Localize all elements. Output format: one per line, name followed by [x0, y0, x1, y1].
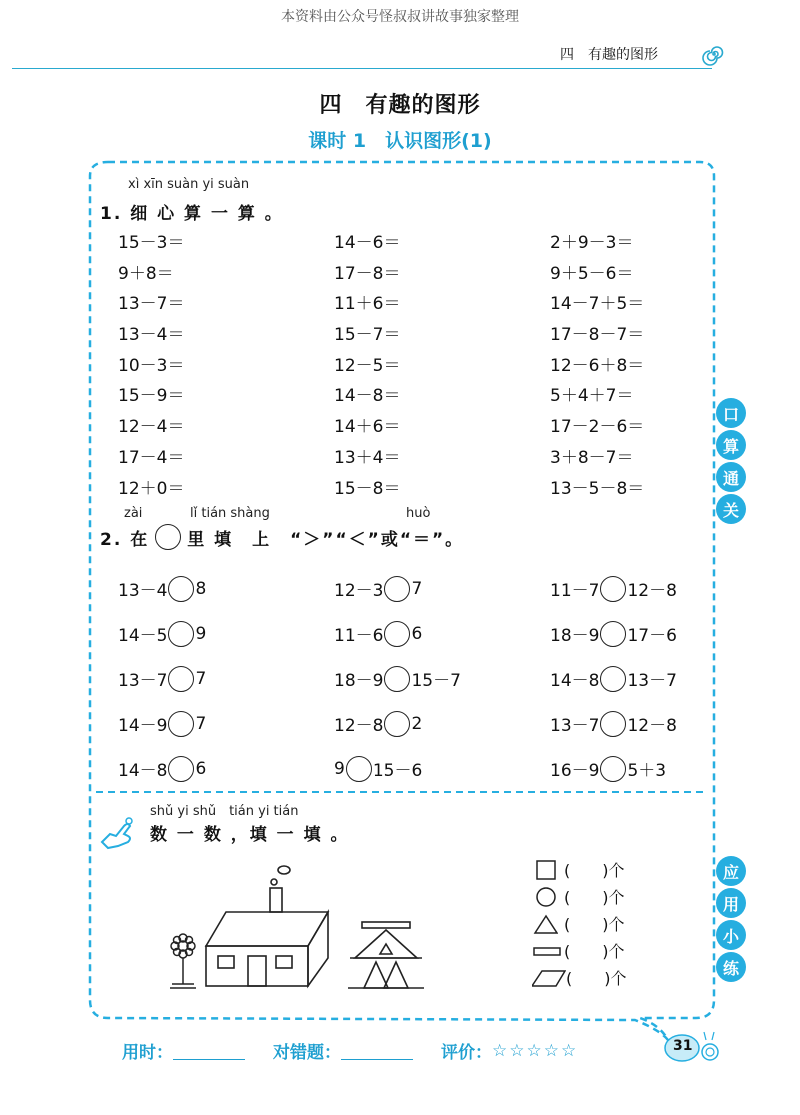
rating-stars[interactable]: ☆☆☆☆☆ — [492, 1040, 579, 1061]
compare-item: 11－7 12－8 — [550, 566, 677, 611]
section1-col2 — [334, 228, 400, 504]
rectangle-icon — [532, 940, 562, 962]
compare-item: 14－8 6 — [118, 746, 206, 791]
compare-item: 14－5 9 — [118, 611, 206, 656]
side-tab-char: 关 — [716, 494, 746, 524]
answer-circle[interactable] — [168, 711, 194, 737]
equation: 17－8＝ — [334, 263, 401, 284]
compare-item: 18－9 15－7 — [334, 656, 461, 701]
compare-item: 13－7 7 — [118, 656, 206, 701]
answer-circle[interactable] — [168, 756, 194, 782]
side-tab-char: 用 — [716, 888, 746, 918]
circle-icon — [155, 524, 181, 550]
equation: 9＋5－6＝ — [550, 263, 634, 284]
rating-label: 评价： — [441, 1043, 492, 1063]
equation: 15－3＝ — [118, 233, 185, 253]
lesson-subtitle: 课时 1 认识图形(1) — [308, 130, 492, 152]
footer-bar — [122, 1038, 578, 1063]
time-blank[interactable] — [173, 1041, 245, 1060]
equation: 13－4＝ — [118, 325, 185, 346]
compare-item: 14－8 13－7 — [550, 656, 677, 701]
answer-circle[interactable] — [168, 621, 194, 647]
equation: 14－7＋5＝ — [550, 294, 645, 315]
compare-item: 12－3 7 — [334, 566, 461, 611]
answer-circle[interactable] — [384, 666, 410, 692]
count-blank[interactable]: ( )个 — [564, 888, 625, 907]
count-blank[interactable]: ( )个 — [564, 915, 625, 934]
triangle-icon — [532, 913, 558, 935]
compare-item: 13－7 12－8 — [550, 701, 677, 746]
count-blank[interactable]: ( )个 — [564, 942, 625, 961]
answer-circle[interactable] — [600, 621, 626, 647]
count-blank[interactable]: ( )个 — [566, 969, 627, 988]
answer-circle[interactable] — [600, 576, 626, 602]
section1-col1 — [118, 228, 184, 504]
side-tab-char: 小 — [716, 920, 746, 950]
count-row-triangle — [532, 910, 627, 937]
parallelogram-icon — [532, 967, 566, 989]
correct-blank[interactable] — [341, 1041, 413, 1060]
section1-pinyin: xì xīn suàn yi suàn — [128, 177, 250, 192]
answer-circle[interactable] — [384, 711, 410, 737]
equation: 11＋6＝ — [334, 294, 401, 315]
count-row-parallelogram — [532, 964, 627, 991]
answer-circle[interactable] — [600, 666, 626, 692]
equation: 5＋4＋7＝ — [550, 386, 634, 407]
equation: 14－8＝ — [334, 386, 401, 407]
compare-col1 — [118, 566, 206, 791]
compare-item: 13－4 8 — [118, 566, 206, 611]
side-tab-char: 练 — [716, 952, 746, 982]
side-tab-char: 应 — [716, 856, 746, 886]
answer-circle[interactable] — [346, 756, 372, 782]
equation: 17－4＝ — [118, 447, 185, 468]
page-number: 31 — [673, 1038, 693, 1054]
compare-item: 9 15－6 — [334, 746, 461, 791]
side-tab-char: 算 — [716, 430, 746, 460]
section2-pinyin-li: lǐ tián shàng — [190, 506, 270, 521]
answer-circle[interactable] — [600, 711, 626, 737]
square-icon — [532, 859, 558, 881]
equation: 13－5－8＝ — [550, 478, 645, 499]
time-label: 用时： — [122, 1043, 173, 1063]
equation: 14－6＝ — [334, 233, 401, 253]
page-number-badge — [660, 1030, 722, 1064]
equation: 3＋8－7＝ — [550, 447, 634, 468]
equation: 15－9＝ — [118, 386, 185, 407]
watermark-text: 本资料由公众号怪叔叔讲故事独家整理 — [281, 9, 519, 25]
equation: 2＋9－3＝ — [550, 233, 634, 253]
equation: 13－7＝ — [118, 294, 185, 315]
compare-item: 18－9 17－6 — [550, 611, 677, 656]
shape-count-list — [532, 856, 627, 991]
count-row-rectangle — [532, 937, 627, 964]
equation: 14＋6＝ — [334, 417, 401, 438]
section2-title-start: 2. 在 — [100, 529, 150, 550]
section2-title — [100, 524, 464, 550]
equation: 17－8－7＝ — [550, 325, 645, 346]
section1-col3 — [550, 228, 644, 504]
equation: 12－4＝ — [118, 417, 185, 438]
correct-label: 对错题： — [273, 1043, 341, 1063]
answer-circle[interactable] — [384, 576, 410, 602]
answer-circle[interactable] — [384, 621, 410, 647]
equation: 15－7＝ — [334, 325, 401, 346]
compare-item: 14－9 7 — [118, 701, 206, 746]
equation: 10－3＝ — [118, 355, 185, 376]
compare-col3 — [550, 566, 677, 791]
equation: 12－5＝ — [334, 355, 401, 376]
side-tab-char: 通 — [716, 462, 746, 492]
compare-item: 12－8 2 — [334, 701, 461, 746]
answer-circle[interactable] — [600, 756, 626, 782]
section2-title-end: 里 填 上 “＞”“＜”或“＝”。 — [187, 529, 465, 550]
side-tab-oral — [716, 398, 746, 524]
side-tab-application — [716, 856, 746, 982]
house-icon — [206, 866, 328, 986]
equation: 15－8＝ — [334, 478, 401, 499]
section3-title: 数 一 数 ，填 一 填 。 — [150, 825, 350, 845]
count-blank[interactable]: ( )个 — [564, 861, 625, 880]
section2-pinyin-huo: huò — [406, 506, 431, 521]
equation: 13＋4＝ — [334, 447, 401, 468]
section3-pinyin: shǔ yi shǔ tián yi tián — [150, 804, 299, 819]
compare-col2 — [334, 566, 461, 791]
answer-circle[interactable] — [168, 576, 194, 602]
side-tab-char: 口 — [716, 398, 746, 428]
page-title: 四 有趣的图形 — [319, 93, 481, 118]
shapes-picture — [150, 858, 500, 998]
compare-item: 11－6 6 — [334, 611, 461, 656]
answer-circle[interactable] — [168, 666, 194, 692]
section1-title: 1. 细 心 算 一 算 。 — [100, 204, 284, 224]
triangle-figure-icon — [348, 922, 424, 988]
section2-pinyin-zai: zài — [124, 506, 143, 521]
chapter-tag: 四 有趣的图形 — [560, 47, 658, 63]
compare-item: 16－9 5＋3 — [550, 746, 677, 791]
circle-icon — [532, 886, 558, 908]
equation: 12＋0＝ — [118, 478, 185, 499]
equation: 9＋8＝ — [118, 263, 174, 284]
pointing-hand-icon — [98, 812, 138, 852]
count-row-square — [532, 856, 627, 883]
equation: 17－2－6＝ — [550, 417, 645, 438]
flower-icon — [170, 934, 196, 988]
equation: 12－6＋8＝ — [550, 355, 645, 376]
count-row-circle — [532, 883, 627, 910]
